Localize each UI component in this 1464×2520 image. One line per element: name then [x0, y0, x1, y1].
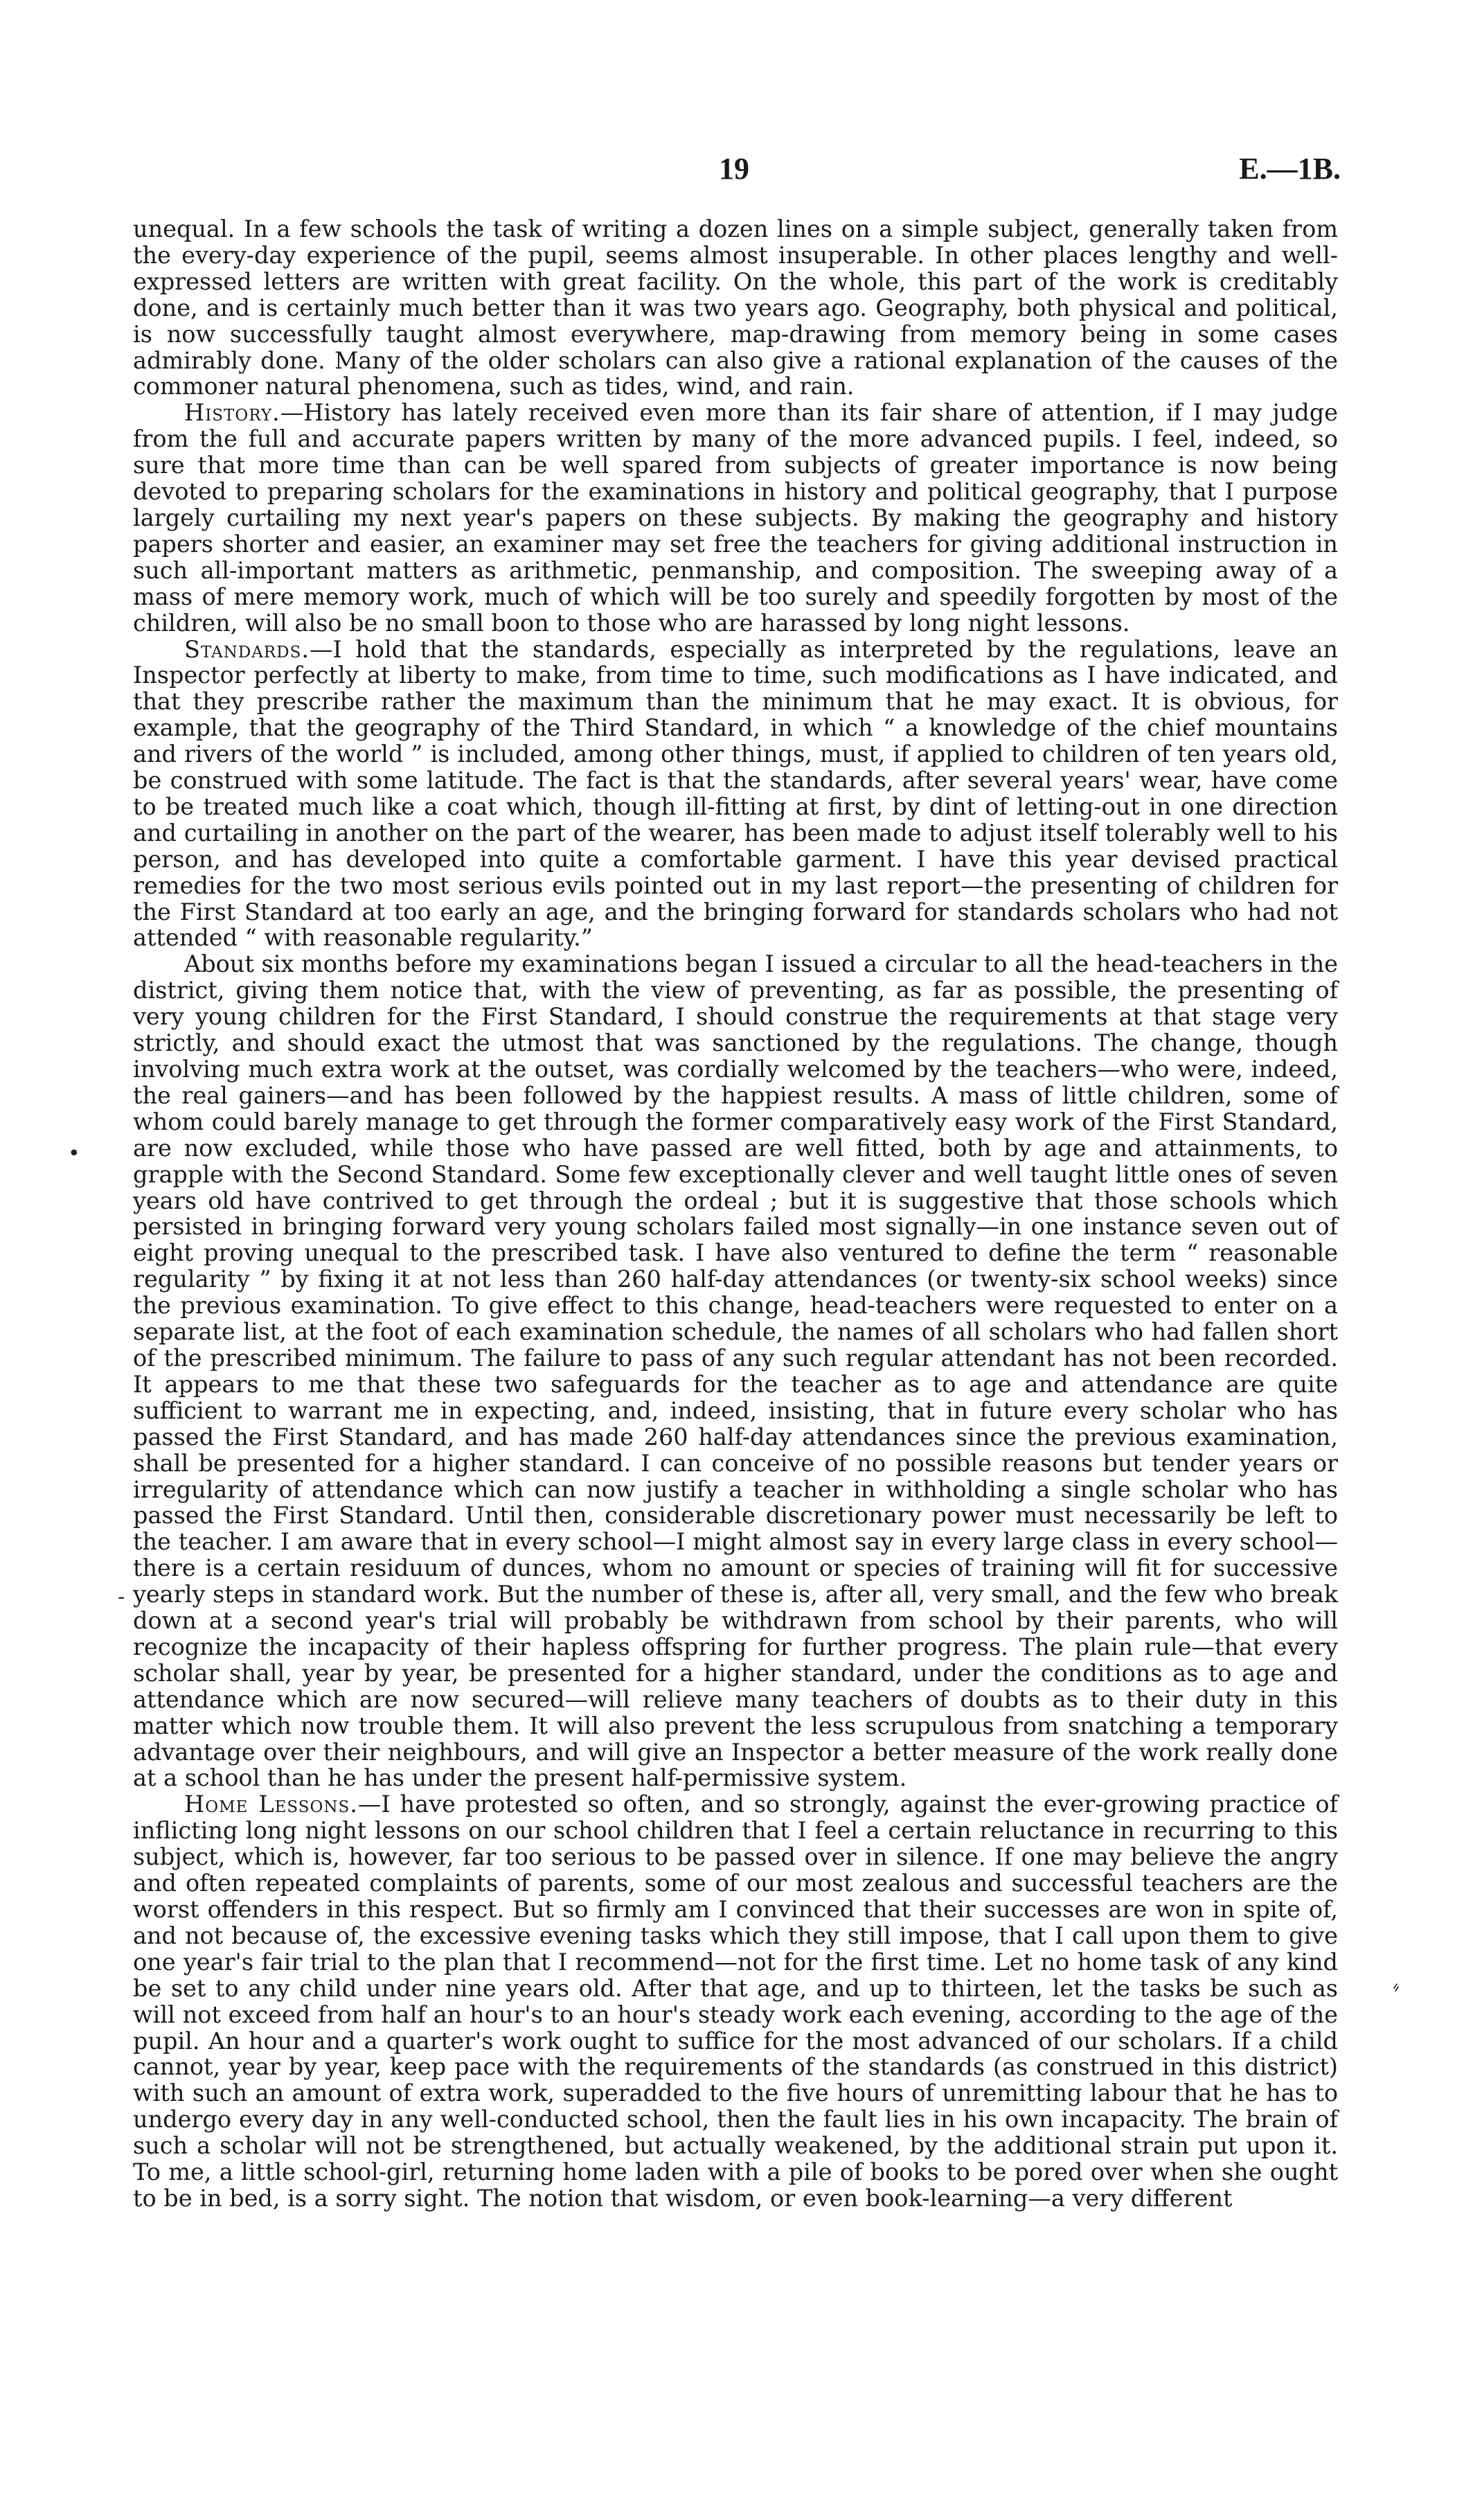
paragraph-text: —I have protested so often, and so strongly, against the ever-growing practice of inflicting long night lessons on our school children that I feel a certain reluctance in recurring to this subject, which is, however, far too serious to be passed over in silence. If one may believe the angry and often repeated complaints of parents, some of our most zealous and successful teachers are the worst offenders in this respect. But so firmly am I convinced that their successes are won in spite of, and not because of, the excessive evening tasks which they still impose, that I call upon them to give one year's fair trial to the plan that I recommend—not for the first time. Let no home task of any kind be set to any child under nine years old. After that age, and up to thirteen, let the tasks be such as will not exceed from half an hour's to an hour's steady work each evening, according to the age of the pupil. An hour and a quarter's work ought to suffice for the most advanced of our scholars. If a child cannot, year by year, keep pace with the requirements of the standards (as construed in this district) with such an amount of extra work, superadded to the five hours of unremitting labour that he has to undergo every day in any well-conducted school, then the fault lies in his own incapacity. The brain of such a scholar will not be strengthened, but actually weakened, by the additional strain put upon it. To me, a little school-girl, returning home laden with a pile of books to be pored over when she ought to be in bed, is a sorry sight. The notion that wisdom, or even book-learning—a very different: [133, 1791, 1338, 2212]
paragraph-standards: [133, 637, 1338, 952]
paragraph-home-lessons: [133, 1791, 1338, 2212]
paragraph-text: —History has lately received even more than its fair share of attention, if I may judge from the full and accurate papers written by many of the more advanced pupils. I feel, indeed, so sure that more time than can be well spared from subjects of greater importance is now being devoted to preparing scholars for the examinations in history and political geography, that I purpose largely curtailing my next year's papers on these subjects. By making the geography and history papers shorter and easier, an examiner may set free the teachers for giving additional instruction in such all-important matters as arithmetic, penmanship, and composition. The sweeping away of a mass of mere memory work, much of which will be too surely and speedily forgotten by most of the children, will also be no small boon to those who are harassed by long night lessons.: [133, 399, 1338, 637]
paragraph-composition-geography: [133, 216, 1338, 400]
margin-scribble-mark: ⸗: [1386, 1973, 1405, 1999]
page-number: 19: [719, 152, 749, 186]
paragraph-text: unequal. In a few schools the task of writing a dozen lines on a simple subject, generally taken from the every-day experience of the pupil, seems almost insuperable. In other places lengthy and well-expressed letters are written with great facility. On the whole, this part of the work is creditably done, and is certainly much better than it was two years ago. Geography, both physical and political, is now successfully taught almost everywhere, map-drawing from memory being in some cases admirably done. Many of the older scholars can also give a rational explanation of the causes of the commoner natural phenomena, such as tides, wind, and rain.: [133, 215, 1338, 400]
margin-dot-mark: •: [68, 1142, 80, 1166]
section-heading-standards: Standards.: [184, 635, 310, 663]
margin-dash-mark: -: [118, 1585, 125, 1609]
paragraph-text: About six months before my examinations began I issued a circular to all the head-teachers in the district, giving them notice that, with the view of preventing, as far as possible, the presenting of very young children for the First Standard, I should construe the requirements at that stage very strictly, and should exact the utmost that was sanctioned by the regulations. The change, though involving much extra work at the outset, was cordially welcomed by the teachers—who were, indeed, the real gainers—and has been followed by the happiest results. A mass of little children, some of whom could barely manage to get through the former comparatively easy work of the First Standard, are now excluded, while those who have passed are well fitted, both by age and attainments, to grapple with the Second Standard. Some few exceptionally clever and well taught little ones of seven years old have contrived to get through the ordeal ; but it is suggestive that those schools which persisted in bringing forward very young scholars failed most signally—in one instance seven out of eight proving unequal to the prescribed task. I have also ventured to define the term “ reasonable regularity ” by fixing it at not less than 260 half-day attendances (or twenty-six school weeks) since the previous examination. To give effect to this change, head-teachers were requested to enter on a separate list, at the foot of each examination schedule, the names of all scholars who had fallen short of the prescribed minimum. The failure to pass of any such regular attendant has not been recorded. It appears to me that these two safeguards for the teacher as to age and attendance are quite sufficient to warrant me in expecting, and, indeed, insisting, that in future every scholar who has passed the First Standard, and has made 260 half-day attendances since the previous examination, shall be presented for a higher standard. I can conceive of no possible reasons but tender years or irregularity of attendance which can now justify a teacher in withholding a single scholar who has passed the First Standard. Until then, considerable discretionary power must necessarily be left to the teacher. I am aware that in every school—I might almost say in every large class in every school—there is a certain residuum of dunces, whom no amount or species of training will fit for successive yearly steps in standard work. But the number of these is, after all, very small, and the few who break down at a second year's trial will probably be withdrawn from school by their parents, who will recognize the incapacity of their hapless offspring for further progress. The plain rule—that every scholar shall, year by year, be presented for a higher standard, under the conditions as to age and attendance which are now secured—will relieve many teachers of doubts as to their duty in this matter which now trouble them. It will also prevent the less scrupulous from snatching a temporary advantage over their neighbours, and will give an Inspector a better measure of the work really done at a school than he has under the present half-permissive system.: [133, 950, 1338, 1792]
section-heading-home-lessons: Home Lessons.: [184, 1791, 358, 1818]
paragraph-history: [133, 400, 1338, 636]
section-heading-history: History.: [184, 399, 280, 427]
document-reference: E.—1B.: [1239, 152, 1341, 186]
paragraph-text: —I hold that the standards, especially as interpreted by the regulations, leave an Inspector perfectly at liberty to make, from time to time, such modifications as I have indicated, and that they prescribe rather the maximum than the minimum that he may exact. It is obvious, for example, that the geography of the Third Standard, in which “ a knowledge of the chief mountains and rivers of the world ” is included, among other things, must, if applied to children of ten years old, be construed with some latitude. The fact is that the standards, after several years' wear, have come to be treated much like a coat which, though ill-fitting at first, by dint of letting-out in one direction and curtailing in another on the part of the wearer, has been made to adjust itself tolerably well to his person, and has developed into quite a comfortable garment. I have this year devised practical remedies for the two most serious evils pointed out in my last report—the presenting of children for the First Standard at too early an age, and the bringing forward for standards scholars who had not attended “ with reasonable regularity.”: [133, 635, 1338, 952]
paragraph-circular: [133, 951, 1338, 1791]
report-body: [133, 216, 1338, 2212]
